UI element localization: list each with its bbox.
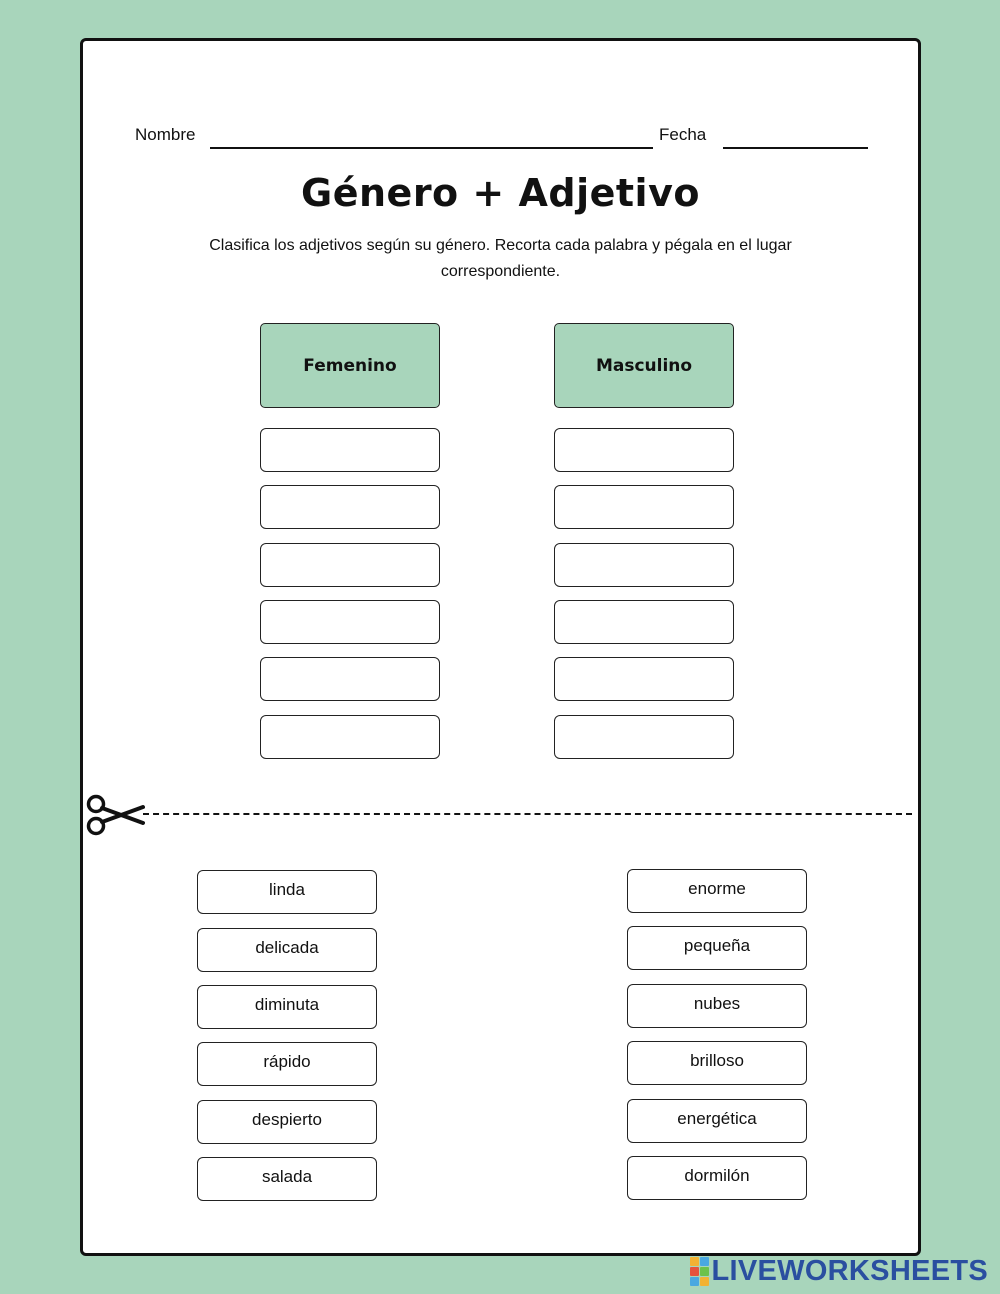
masculino-drop-slot[interactable]: [554, 428, 734, 472]
word-card[interactable]: delicada: [197, 928, 377, 972]
masculino-drop-slot[interactable]: [554, 715, 734, 759]
instructions-text: Clasifica los adjetivos según su género. Recorta cada palabra y pégala en el lugar correspondiente.: [209, 237, 792, 280]
word-card[interactable]: despierto: [197, 1100, 377, 1144]
word-card[interactable]: energética: [627, 1099, 807, 1143]
word-card[interactable]: rápido: [197, 1042, 377, 1086]
word-card[interactable]: pequeña: [627, 926, 807, 970]
name-label: Nombre: [135, 125, 196, 144]
scissors-icon: [85, 793, 145, 837]
worksheet-page: [80, 38, 921, 1256]
word-card[interactable]: nubes: [627, 984, 807, 1028]
word-card[interactable]: salada: [197, 1157, 377, 1201]
liveworksheets-logo: [690, 1256, 989, 1286]
word-card[interactable]: dormilón: [627, 1156, 807, 1200]
masculino-drop-slot[interactable]: [554, 657, 734, 701]
column-header-femenino: Femenino: [260, 323, 440, 408]
name-field-line[interactable]: [210, 147, 653, 149]
logo-tiles-icon: [690, 1257, 709, 1286]
name-date-row: [135, 125, 866, 155]
word-card[interactable]: brilloso: [627, 1041, 807, 1085]
logo-text: LIVEWORKSHEETS: [711, 1254, 988, 1287]
masculino-drop-slot[interactable]: [554, 485, 734, 529]
word-card[interactable]: linda: [197, 870, 377, 914]
femenino-drop-slot[interactable]: [260, 715, 440, 759]
page-title: Género + Adjetivo: [301, 171, 700, 215]
date-field-line[interactable]: [723, 147, 868, 149]
column-header-masculino: Masculino: [554, 323, 734, 408]
femenino-drop-slot[interactable]: [260, 485, 440, 529]
femenino-drop-slot[interactable]: [260, 543, 440, 587]
femenino-drop-slot[interactable]: [260, 657, 440, 701]
word-card[interactable]: diminuta: [197, 985, 377, 1029]
masculino-drop-slot[interactable]: [554, 543, 734, 587]
femenino-drop-slot[interactable]: [260, 600, 440, 644]
femenino-drop-slot[interactable]: [260, 428, 440, 472]
word-card[interactable]: enorme: [627, 869, 807, 913]
date-label: Fecha: [659, 125, 707, 144]
cut-line: [143, 813, 912, 815]
masculino-drop-slot[interactable]: [554, 600, 734, 644]
